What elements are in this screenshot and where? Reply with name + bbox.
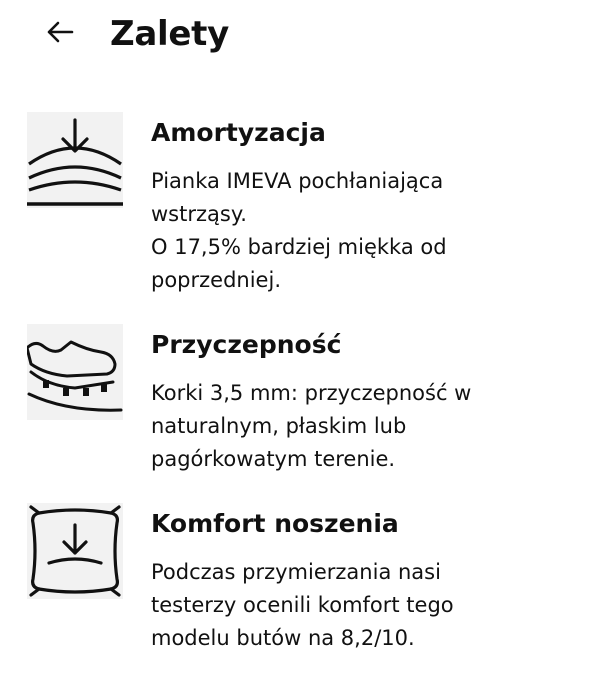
arrow-left-icon [45, 20, 75, 44]
shoe-grip-icon [27, 324, 123, 420]
feature-title: Amortyzacja [151, 118, 326, 147]
feature-description: Podczas przymierzania nasi testerzy ocenili komfort tego modelu butów na 8,2/10. [151, 560, 454, 650]
cushioning-icon [27, 112, 123, 208]
feature-description: Korki 3,5 mm: przyczepność w naturalnym, płaskim lub pagórkowatym terenie. [151, 381, 472, 471]
header [0, 0, 612, 72]
pillow-comfort-icon [27, 503, 123, 599]
page-title: Zalety [110, 14, 229, 54]
feature-description: Pianka IMEVA pochłaniająca wstrząsy. O 17,5% bardziej miękka od poprzedniej. [151, 169, 447, 292]
back-button[interactable] [38, 14, 82, 50]
feature-title: Komfort noszenia [151, 509, 399, 538]
feature-title: Przyczepność [151, 330, 342, 359]
